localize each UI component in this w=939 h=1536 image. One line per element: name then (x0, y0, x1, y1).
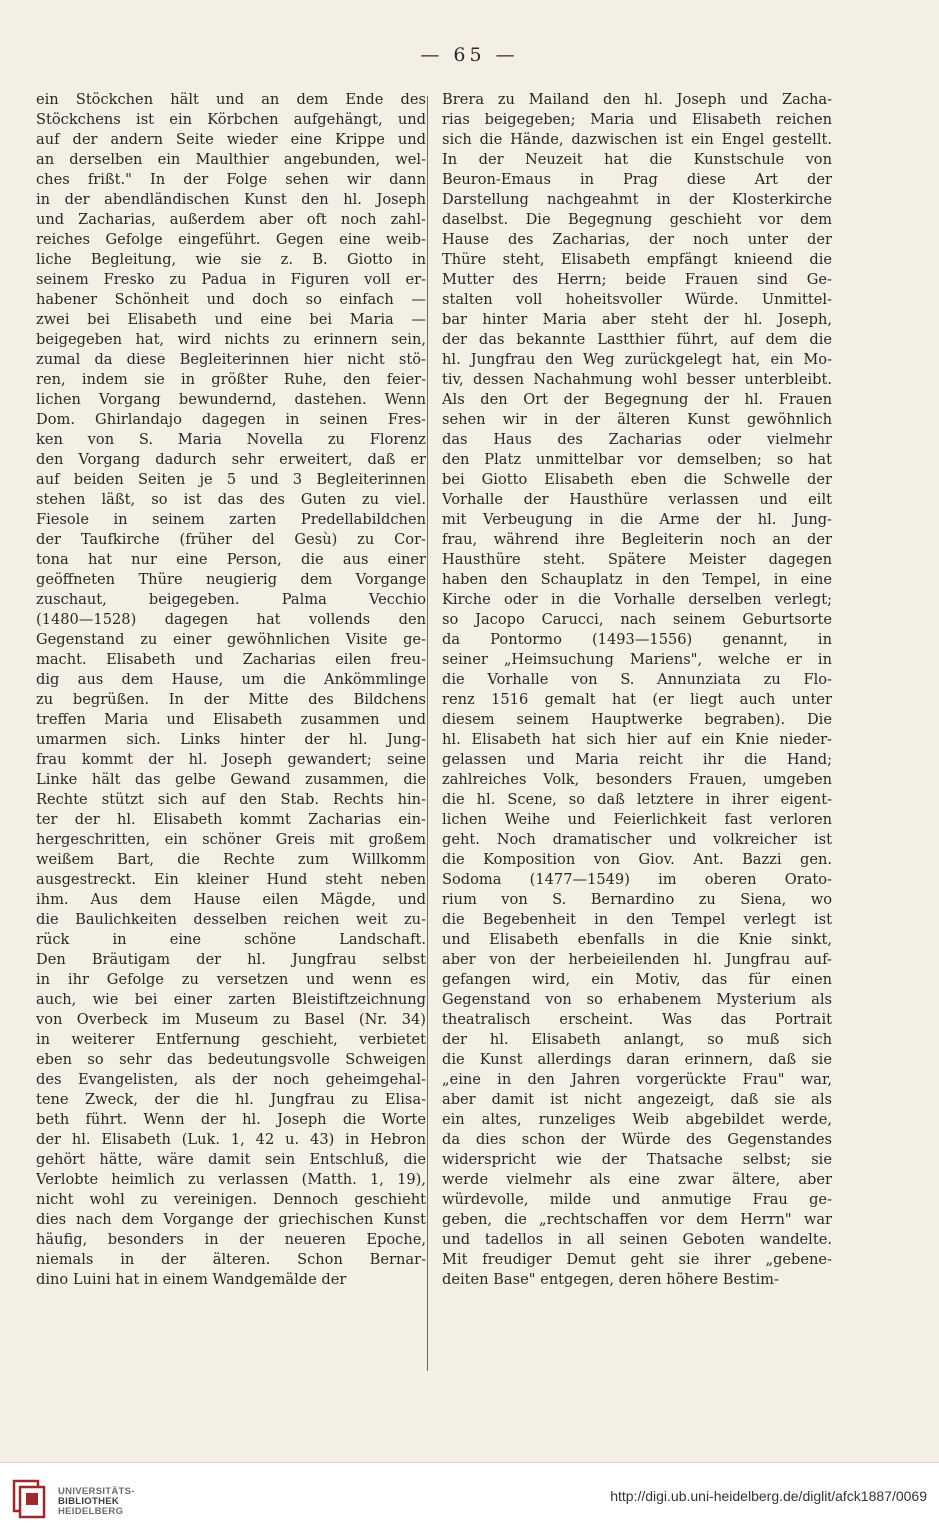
left-column-line: treffen Maria und Elisabeth zusammen und (36, 711, 426, 728)
left-column-line: seinem Fresko zu Padua in Figuren voll er- (36, 271, 426, 288)
right-column-line: aber damit ist nicht angezeigt, daß sie als (442, 1091, 832, 1108)
left-column-line: Gegenstand zu einer gewöhnlichen Visite ge- (36, 631, 426, 648)
right-column-line: so Jacopo Carucci, nach seinem Geburtsorte (442, 611, 832, 628)
right-column-line: die Kunst allerdings daran erinnern, daß sie (442, 1051, 832, 1068)
right-column-line: theatralisch erscheint. Was das Portrait (442, 1011, 832, 1028)
left-column-line: habener Schönheit und doch so einfach — (36, 291, 426, 308)
left-column-line: der Taufkirche (früher del Gesù) zu Cor- (36, 531, 426, 548)
source-url-link[interactable]: http://digi.ub.uni-heidelberg.de/diglit/afck1887/0069 (610, 1488, 927, 1504)
left-column-line: der hl. Elisabeth (Luk. 1, 42 u. 43) in Hebron (36, 1131, 426, 1148)
right-column-line: würdevolle, milde und anmutige Frau ge- (442, 1191, 832, 1208)
logo-line-3: HEIDELBERG (58, 1506, 124, 1517)
left-column-line: Stöckchens ist ein Körbchen aufgehängt, und (36, 111, 426, 128)
left-column-line: an derselben ein Maulthier angebunden, wel- (36, 151, 426, 168)
left-column-line: ches frißt." In der Folge sehen wir dann (36, 171, 426, 188)
left-column-line: häufig, besonders in der neueren Epoche, (36, 1231, 426, 1248)
right-column-line: frau, während ihre Begleiterin noch an der (442, 531, 832, 548)
right-column-line: die Komposition von Giov. Ant. Bazzi gen. (442, 851, 832, 868)
left-column-line: auf der andern Seite wieder eine Krippe und (36, 131, 426, 148)
left-column-line: gehört hätte, wäre damit sein Entschluß, die (36, 1151, 426, 1168)
left-column-line: beth führt. Wenn der hl. Joseph die Worte (36, 1111, 426, 1128)
column-divider (427, 96, 428, 1371)
left-column-line: tona hat nur eine Person, die aus einer (36, 551, 426, 568)
right-column-line: Hause des Zacharias, der noch unter der (442, 231, 832, 248)
right-column-line: daselbst. Die Begegnung geschieht vor dem (442, 211, 832, 228)
right-column-line: renz 1516 gemalt hat (er liegt auch unter (442, 691, 832, 708)
right-column-line: diesem seinem Hauptwerke begraben). Die (442, 711, 832, 728)
left-column-line: den Vorgang dadurch sehr erweitert, daß er (36, 451, 426, 468)
left-column-line: dino Luini hat in einem Wandgemälde der (36, 1271, 347, 1288)
left-column-line: dig aus dem Hause, um die Ankömmlinge (36, 671, 426, 688)
right-column-line: haben den Schauplatz in den Tempel, in eine (442, 571, 832, 588)
footer-bar (0, 1462, 939, 1536)
left-column-line: Fiesole in seinem zarten Predellabildchen (36, 511, 426, 528)
logo-line-2: BIBLIOTHEK (58, 1496, 120, 1507)
left-column-line: hergeschritten, ein schöner Greis mit großem (36, 831, 426, 848)
left-column-line: Dom. Ghirlandajo dagegen in seinen Fres- (36, 411, 426, 428)
left-column-line: reiches Gefolge eingeführt. Gegen eine weib- (36, 231, 426, 248)
logo-line-1: UNIVERSITÄTS- (58, 1486, 135, 1497)
right-column-line: die Begebenheit in den Tempel verlegt ist (442, 911, 832, 928)
right-column-line: und Elisabeth ebenfalls in die Knie sinkt, (442, 931, 832, 948)
right-column-line: Vorhalle der Hausthüre verlassen und eilt (442, 491, 832, 508)
right-column-line: Brera zu Mailand den hl. Joseph und Zacha- (442, 91, 832, 108)
left-column-line: auf beiden Seiten je 5 und 3 Begleiterinnen (36, 471, 426, 488)
left-column-line: auch, wie bei einer zarten Bleistiftzeichnung (36, 991, 426, 1008)
left-column-line: in ihr Gefolge zu versetzen und wenn es (36, 971, 426, 988)
right-column-line: rium von S. Bernardino zu Siena, wo (442, 891, 832, 908)
left-column-line: in weiterer Entfernung geschieht, verbietet (36, 1031, 426, 1048)
left-column-line: des Evangelisten, als der noch geheimgehal- (36, 1071, 426, 1088)
left-column-line: rück in eine schöne Landschaft. (36, 931, 426, 948)
left-column-line: tene Zweck, der die hl. Jungfrau zu Elisa- (36, 1091, 426, 1108)
right-column-line: mit Verbeugung in die Arme der hl. Jung- (442, 511, 832, 528)
left-column-line: zuschaut, beigegeben. Palma Vecchio (36, 591, 426, 608)
right-column-line: „eine in den Jahren vorgerückte Frau" war, (442, 1071, 832, 1088)
left-column-line: ter der hl. Elisabeth kommt Zacharias ein- (36, 811, 426, 828)
right-column-line: Gegenstand von so erhabenem Mysterium als (442, 991, 832, 1008)
left-column-line: ein Stöckchen hält und an dem Ende des (36, 91, 426, 108)
left-column-line: ren, indem sie in größter Ruhe, den feier- (36, 371, 426, 388)
right-column-line: gefangen wird, ein Motiv, das für einen (442, 971, 832, 988)
right-column-line: Mit freudiger Demut geht sie ihrer „gebene- (442, 1251, 832, 1268)
left-column-line: Linke hält das gelbe Gewand zusammen, die (36, 771, 426, 788)
left-text-column (36, 90, 426, 1290)
right-column-line: Thüre steht, Elisabeth empfängt knieend die (442, 251, 832, 268)
right-column-line: bar hinter Maria aber steht der hl. Joseph, (442, 311, 832, 328)
left-column-line: ihm. Aus dem Hause eilen Mägde, und (36, 891, 426, 908)
left-column-line: Den Bräutigam der hl. Jungfrau selbst (36, 951, 426, 968)
left-column-line: nicht wohl zu vereinigen. Dennoch geschieht (36, 1191, 426, 1208)
left-column-line: beigegeben hat, wird nichts zu erinnern sein, (36, 331, 426, 348)
left-column-line: zu begrüßen. In der Mitte des Bildchens (36, 691, 426, 708)
left-column-line: niemals in der älteren. Schon Bernar- (36, 1251, 426, 1268)
right-column-line: rias beigegeben; Maria und Elisabeth reichen (442, 111, 832, 128)
right-column-line: hl. Elisabeth hat sich hier auf ein Knie nieder- (442, 731, 832, 748)
left-column-line: umarmen sich. Links hinter der hl. Jung- (36, 731, 426, 748)
right-column-line: den Platz unmittelbar vor demselben; so hat (442, 451, 832, 468)
right-column-line: In der Neuzeit hat die Kunstschule von (442, 151, 832, 168)
right-column-line: Darstellung nachgeahmt in der Klosterkirche (442, 191, 832, 208)
left-column-line: zumal da diese Begleiterinnen hier nicht stö- (36, 351, 426, 368)
right-column-line: die Vorhalle von S. Annunziata zu Flo- (442, 671, 832, 688)
right-column-line: Hausthüre steht. Spätere Meister dagegen (442, 551, 832, 568)
left-column-line: liche Begleitung, wie sie z. B. Giotto in (36, 251, 426, 268)
left-column-line: geöffneten Thüre neugierig dem Vorgange (36, 571, 426, 588)
right-column-line: der hl. Elisabeth anlangt, so muß sich (442, 1031, 832, 1048)
right-column-line: tiv, dessen Nachahmung wohl besser unterbleibt. (442, 371, 832, 388)
right-column-line: Als den Ort der Begegnung der hl. Frauen (442, 391, 832, 408)
right-column-line: gelassen und Maria reicht ihr die Hand; (442, 751, 832, 768)
right-column-line: Sodoma (1477—1549) im oberen Orato- (442, 871, 832, 888)
right-column-line: seiner „Heimsuchung Mariens", welche er in (442, 651, 832, 668)
left-column-line: macht. Elisabeth und Zacharias eilen freu- (36, 651, 426, 668)
right-column-line: geben, die „rechtschaffen vor dem Herrn" war (442, 1211, 832, 1228)
right-column-line: geht. Noch dramatischer und volkreicher ist (442, 831, 832, 848)
right-column-line: sich die Hände, dazwischen ist ein Engel gestellt. (442, 131, 832, 148)
left-column-line: weißem Bart, die Rechte zum Willkomm (36, 851, 426, 868)
right-column-line: werde vielmehr als eine zwar ältere, aber (442, 1171, 832, 1188)
right-column-line: und tadellos in all seinen Geboten wandelte. (442, 1231, 832, 1248)
university-library-crest-icon (8, 1475, 54, 1525)
right-column-line: zahlreiches Volk, besonders Frauen, umgeben (442, 771, 832, 788)
right-column-line: aber von der herbeieilenden hl. Jungfrau auf- (442, 951, 832, 968)
left-column-line: in der abendländischen Kunst den hl. Joseph (36, 191, 426, 208)
left-column-line: ken von S. Maria Novella zu Florenz (36, 431, 426, 448)
library-logo-text (58, 1487, 135, 1517)
right-column-line: ein altes, runzeliges Weib abgebildet werde, (442, 1111, 832, 1128)
left-column-line: und Zacharias, außerdem aber oft noch zahl- (36, 211, 426, 228)
left-column-line: die Baulichkeiten desselben reichen weit zu- (36, 911, 426, 928)
left-column-line: (1480—1528) dagegen hat vollends den (36, 611, 426, 628)
left-column-line: eben so sehr das bedeutungsvolle Schweigen (36, 1051, 426, 1068)
right-column-line: Beuron-Emaus in Prag diese Art der (442, 171, 832, 188)
right-column-line: der das bekannte Lastthier führt, auf dem die (442, 331, 832, 348)
left-column-line: Rechte stützt sich auf den Stab. Rechts hin- (36, 791, 426, 808)
left-column-line: Verlobte heimlich zu verlassen (Matth. 1, 19), (36, 1171, 426, 1188)
right-text-column (442, 90, 832, 1290)
library-logo[interactable] (8, 1473, 148, 1529)
right-column-line: sehen wir in der älteren Kunst gewöhnlich (442, 411, 832, 428)
left-column-line: ausgestreckt. Ein kleiner Hund steht neben (36, 871, 426, 888)
right-column-line: Mutter des Herrn; beide Frauen sind Ge- (442, 271, 832, 288)
right-column-line: das Haus des Zacharias oder vielmehr (442, 431, 832, 448)
left-column-line: frau kommt der hl. Joseph gewandert; seine (36, 751, 426, 768)
right-column-line: bei Giotto Elisabeth eben die Schwelle der (442, 471, 832, 488)
right-column-line: Kirche oder in die Vorhalle derselben verlegt; (442, 591, 832, 608)
right-column-line: widerspricht wie der Thatsache selbst; sie (442, 1151, 832, 1168)
left-column-line: von Overbeck im Museum zu Basel (Nr. 34) (36, 1011, 426, 1028)
right-column-line: da Pontormo (1493—1556) genannt, in (442, 631, 832, 648)
right-column-line: lichen Weihe und Feierlichkeit fast verloren (442, 811, 832, 828)
right-column-line: deiten Base" entgegen, deren höhere Bestim- (442, 1271, 779, 1288)
left-column-line: dies nach dem Vorgange der griechischen Kunst (36, 1211, 426, 1228)
right-column-line: da dies schon der Würde des Gegenstandes (442, 1131, 832, 1148)
right-column-line: die hl. Scene, so daß letztere in ihrer eigent- (442, 791, 832, 808)
right-column-line: stalten voll hoheitsvoller Würde. Unmittel- (442, 291, 832, 308)
left-column-line: stehen läßt, so ist das des Guten zu viel. (36, 491, 426, 508)
left-column-line: lichen Vorgang bewundernd, dastehen. Wenn (36, 391, 426, 408)
page-number: — 65 — (420, 44, 519, 66)
right-column-line: hl. Jungfrau den Weg zurückgelegt hat, ein Mo- (442, 351, 832, 368)
left-column-line: zwei bei Elisabeth und eine bei Maria — (36, 311, 426, 328)
